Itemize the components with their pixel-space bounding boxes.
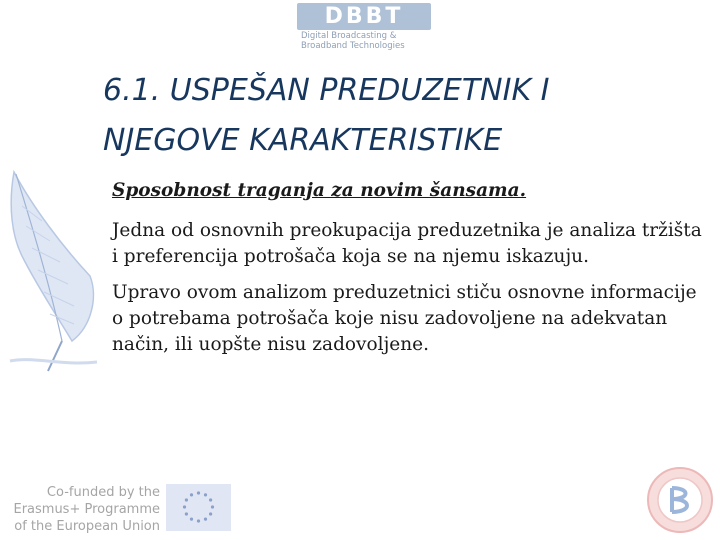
cofunded-line-1: Co-funded by the (46, 485, 160, 500)
slide-title-line-2: NJEGOVE KARAKTERISTIKE (103, 123, 503, 158)
erasmus-cofunded-text (0, 484, 160, 535)
eu-flag-icon (166, 484, 231, 531)
slide-title-line-1: 6.1. USPEŠAN PREDUZETNIK I (103, 73, 550, 108)
subheading: Sposobnost traganja za novim šansama. (112, 180, 527, 201)
dbbt-logo (297, 3, 431, 51)
feather-quill-icon (2, 166, 100, 376)
dbbt-logo-subtitle-2: Broadband Technologies (301, 41, 405, 51)
cofunded-line-2: Erasmus+ Programme (13, 502, 160, 517)
paragraph-1: Jedna od osnovnih preokupacija preduzetnika je analiza tržišta i preferencija potrošača koja se na njemu iskazuju. (112, 220, 702, 267)
slide-title (103, 66, 703, 166)
university-seal-icon (646, 466, 714, 534)
slide-body (112, 178, 702, 358)
paragraph-2: Upravo ovom analizom preduzetnici stiču osnovne informacije o potrebama potrošača koje nisu zadovoljene na adekvatan način, ili uopšte nisu zadovoljene. (112, 282, 697, 355)
cofunded-line-3: of the European Union (14, 519, 160, 534)
dbbt-logo-subtitle-1: Digital Broadcasting & (301, 31, 397, 41)
dbbt-logo-letters: DBBT (324, 4, 404, 29)
